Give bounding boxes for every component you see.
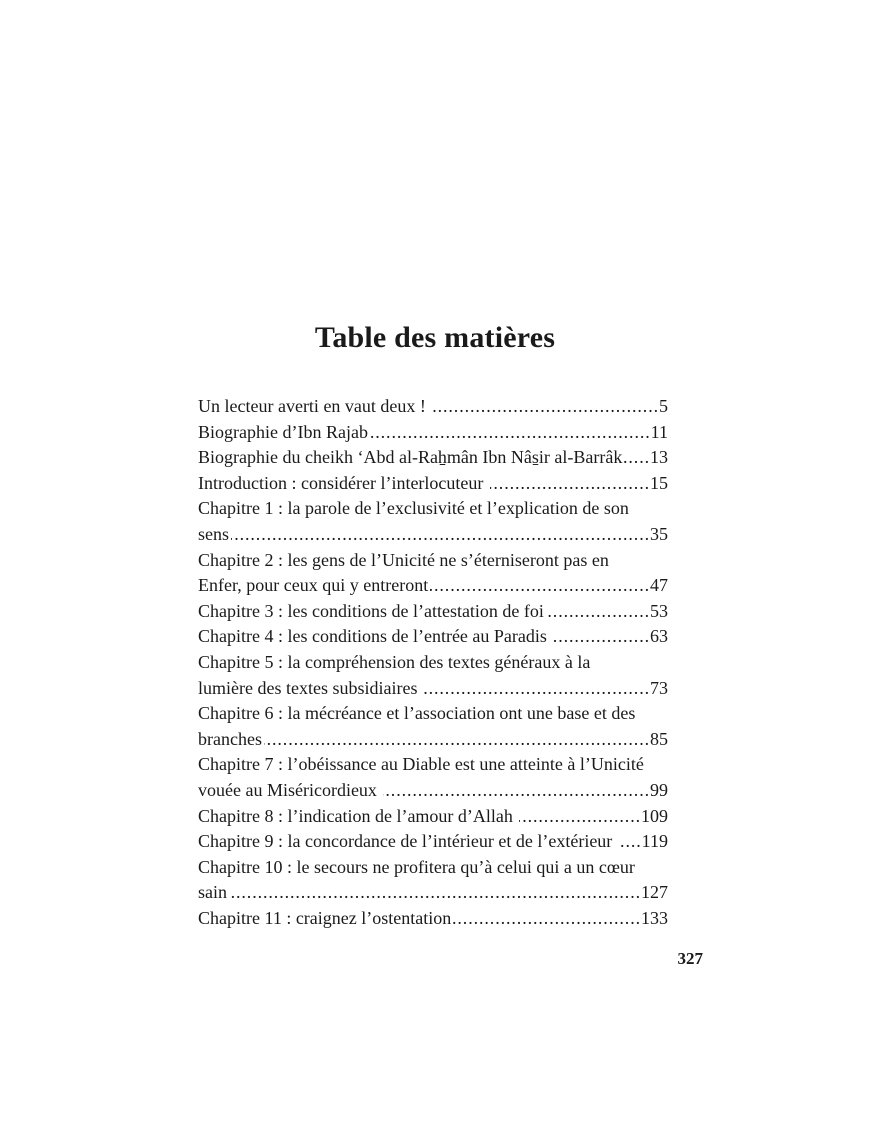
toc-entry: [198, 548, 668, 599]
toc-entry: [198, 445, 668, 471]
toc-entry-title: Biographie du cheikh ‘Abd al-Raẖmân Ibn Nâs̱ir al-Barrâk: [198, 447, 623, 468]
leader-dots: [424, 676, 650, 702]
toc-entry-title: Chapitre 8 : l’indication de l’amour d’Allah: [198, 805, 518, 826]
toc-entry: [198, 752, 668, 803]
table-of-contents: [198, 394, 668, 931]
toc-entry-line1: Chapitre 7 : l’obéissance au Diable est une atteinte à l’Unicité: [198, 754, 644, 775]
toc-entry-page: 85: [650, 728, 668, 749]
toc-entry: [198, 906, 668, 932]
toc-entry-line1: Chapitre 5 : la compréhension des textes généraux à la: [198, 651, 591, 672]
toc-entry-page: 47: [650, 575, 668, 596]
toc-entry-page: 133: [641, 907, 668, 928]
toc-entry-title: vouée au Miséricordieux: [198, 779, 382, 800]
toc-entry-title: Introduction : considérer l’interlocuteur: [198, 472, 488, 493]
toc-entry-page: 119: [641, 831, 668, 852]
leader-dots: [264, 727, 650, 753]
toc-entry: [198, 701, 668, 752]
page-number: 327: [677, 949, 703, 968]
toc-entry: [198, 420, 668, 446]
toc-entry: [198, 829, 668, 855]
leader-dots: [553, 624, 650, 650]
toc-entry-title: Biographie d’Ibn Rajab: [198, 421, 368, 442]
toc-entry-page: 15: [650, 472, 668, 493]
leader-dots: [370, 420, 651, 446]
toc-entry-line1: Chapitre 10 : le secours ne profitera qu’à celui qui a un cœur: [198, 856, 635, 877]
toc-entry-page: 53: [650, 600, 668, 621]
toc-entry: [198, 855, 668, 906]
toc-entry-page: 35: [650, 523, 668, 544]
toc-entry: [198, 471, 668, 497]
toc-entry-page: 63: [650, 626, 668, 647]
toc-entry-page: 13: [650, 447, 668, 468]
toc-entry-title: Enfer, pour ceux qui y entreront: [198, 575, 429, 596]
leader-dots: [229, 880, 641, 906]
toc-entry-title: Chapitre 4 : les conditions de l’entrée au Paradis: [198, 626, 552, 647]
toc-entry-title: branches: [198, 728, 262, 749]
toc-entry: [198, 650, 668, 701]
leader-dots: [383, 778, 650, 804]
toc-entry-page: 109: [641, 805, 668, 826]
toc-entry-title: Chapitre 9 : la concordance de l’intérieur et de l’extérieur: [198, 831, 617, 852]
toc-entry-page: 11: [650, 421, 668, 442]
toc-entry-title: Un lecteur averti en vaut deux !: [198, 396, 431, 416]
toc-entry-page: 127: [641, 882, 668, 903]
leader-dots: [624, 445, 650, 471]
toc-entry: [198, 624, 668, 650]
leader-dots: [430, 573, 650, 599]
toc-entry-page: 5: [659, 396, 668, 416]
toc-entry-title: Chapitre 11 : craignez l’ostentation: [198, 907, 452, 928]
toc-entry: [198, 599, 668, 625]
leader-dots: [453, 906, 641, 932]
leader-dots: [432, 394, 659, 420]
leader-dots: [619, 829, 642, 855]
toc-entry: [198, 496, 668, 547]
toc-entry-line1: Chapitre 2 : les gens de l’Unicité ne s’éterniseront pas en: [198, 549, 609, 570]
toc-entry-title: Chapitre 3 : les conditions de l’attestation de foi: [198, 600, 544, 621]
toc-entry-title: lumière des textes subsidiaires: [198, 677, 422, 698]
toc-entry: [198, 804, 668, 830]
leader-dots: [490, 471, 650, 497]
toc-entry-page: 73: [650, 677, 668, 698]
toc-entry-title: sain: [198, 882, 227, 903]
toc-entry: [198, 394, 668, 420]
leader-dots: [519, 804, 641, 830]
toc-entry-line1: Chapitre 1 : la parole de l’exclusivité et l’explication de son: [198, 498, 629, 519]
toc-entry-title: sens: [198, 523, 229, 544]
page-title: Table des matières: [314, 321, 556, 354]
toc-entry-line1: Chapitre 6 : la mécréance et l’association ont une base et des: [198, 703, 636, 724]
toc-entry-page: 99: [650, 779, 668, 800]
leader-dots: [231, 522, 650, 548]
leader-dots: [546, 599, 650, 625]
